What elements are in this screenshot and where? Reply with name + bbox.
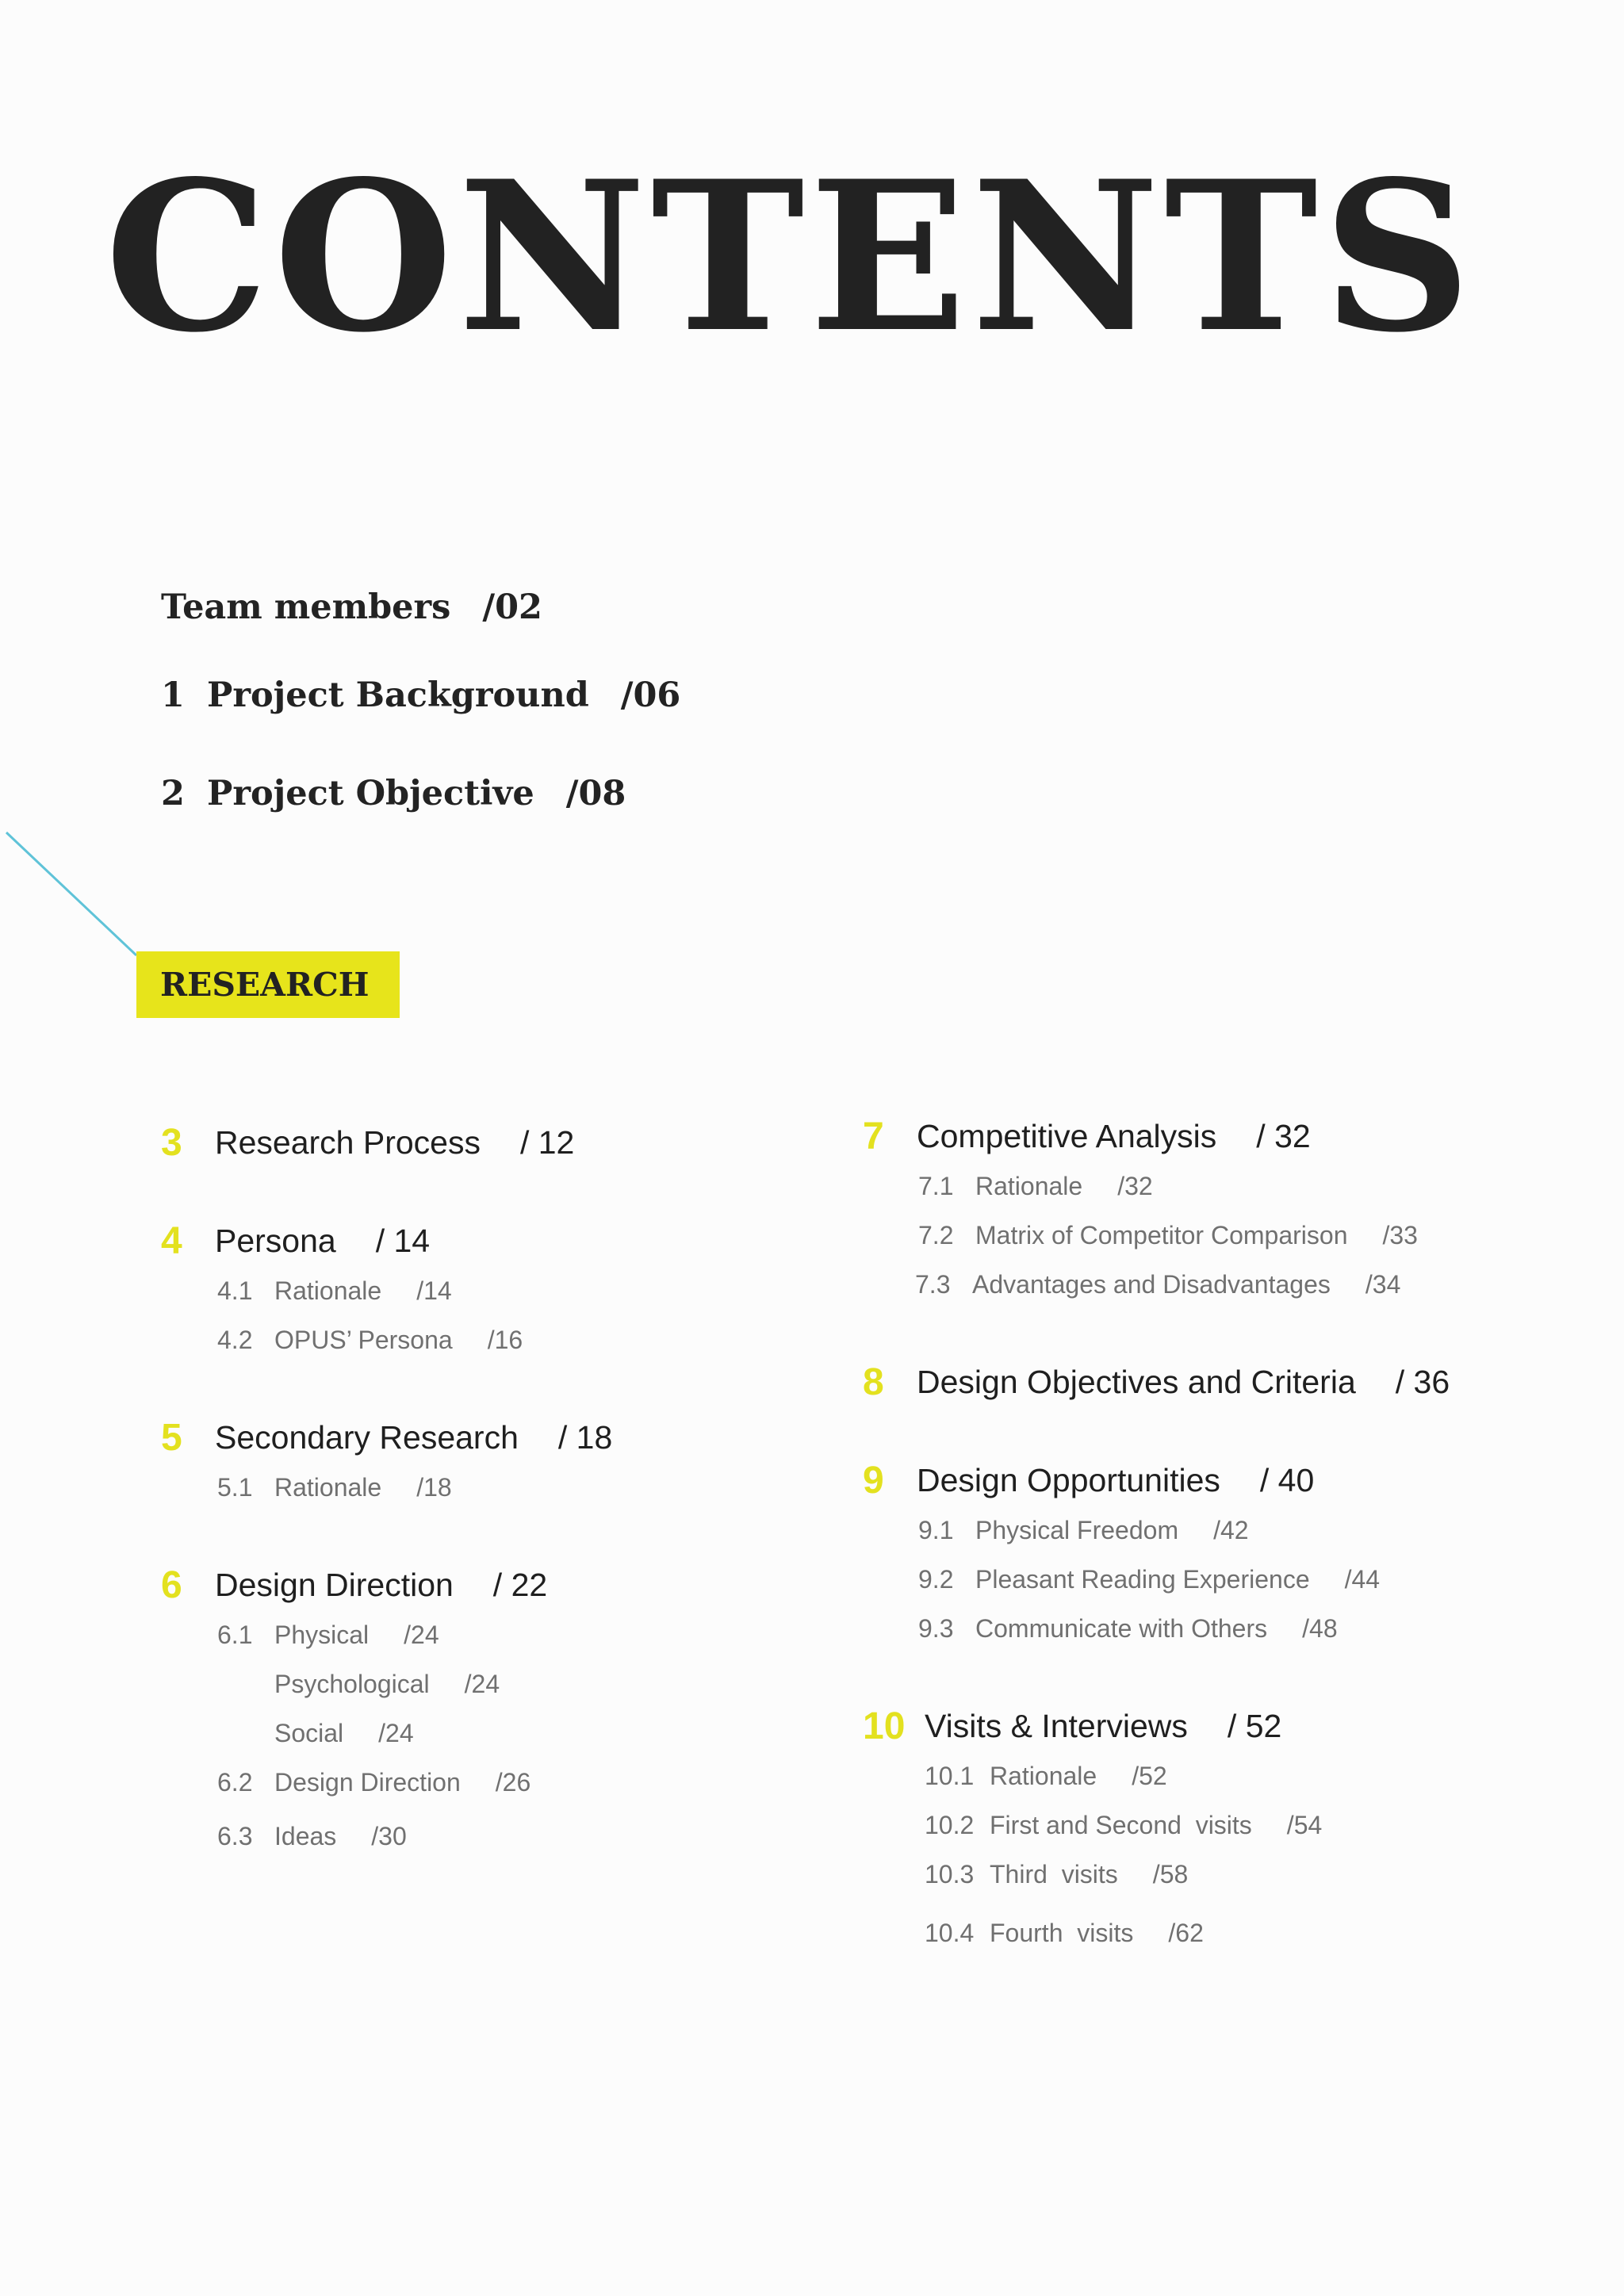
section-number: 8 <box>863 1361 884 1403</box>
toc-subsection-10-1[interactable] <box>925 1763 1167 1789</box>
section-label: Persona <box>215 1223 336 1259</box>
toc-subsection-5-1[interactable] <box>217 1475 452 1500</box>
toc-entry-label: Team members <box>161 587 451 627</box>
subsection-label: Physical Freedom <box>975 1516 1179 1544</box>
toc-subsection-6-3[interactable] <box>217 1823 407 1849</box>
section-number: 9 <box>863 1460 884 1502</box>
toc-entry-project-objective[interactable] <box>161 774 626 813</box>
subsection-label: Rationale <box>990 1762 1097 1790</box>
subsection-label: Ideas <box>274 1822 337 1850</box>
toc-subsection-9-3[interactable] <box>918 1616 1338 1641</box>
section-number: 10 <box>863 1705 906 1747</box>
section-number: 3 <box>161 1122 182 1164</box>
subsection-label: First and Second visits <box>990 1811 1252 1839</box>
subsection-number: 6.1 <box>217 1621 253 1649</box>
subsection-label: Social <box>274 1719 344 1747</box>
subsection-label: Psychological <box>274 1670 430 1698</box>
toc-section-5[interactable] <box>161 1419 612 1457</box>
toc-entry-page: /02 <box>482 587 542 627</box>
section-page: / 18 <box>557 1419 613 1456</box>
toc-section-9[interactable] <box>863 1462 1314 1500</box>
subsection-page: /26 <box>495 1768 531 1797</box>
subsection-label: Physical <box>274 1621 370 1649</box>
toc-subsection-9-1[interactable] <box>918 1517 1249 1543</box>
toc-entry-label: Project Background <box>207 675 589 715</box>
page-title: CONTENTS <box>105 136 1477 378</box>
subsection-number: 9.1 <box>918 1516 954 1544</box>
subsection-label: Matrix of Competitor Comparison <box>975 1221 1348 1249</box>
subsection-number: 9.2 <box>918 1565 954 1594</box>
toc-section-10[interactable] <box>863 1705 1282 1747</box>
subsection-page: /48 <box>1302 1614 1338 1643</box>
toc-section-7[interactable] <box>863 1115 1311 1158</box>
subsection-page: /34 <box>1365 1270 1401 1299</box>
decorative-line <box>0 825 143 967</box>
toc-entry-page: /08 <box>565 774 626 813</box>
subsection-number: 4.2 <box>217 1326 253 1354</box>
section-number: 4 <box>161 1220 182 1262</box>
subsection-page: /44 <box>1344 1565 1381 1594</box>
section-label: Design Direction <box>215 1567 454 1603</box>
section-label: Secondary Research <box>215 1419 519 1456</box>
subsection-page: /30 <box>371 1822 407 1850</box>
research-badge: RESEARCH <box>136 951 400 1018</box>
subsection-label: Communicate with Others <box>975 1614 1268 1643</box>
toc-subsection-6-1[interactable] <box>217 1622 439 1647</box>
toc-entry-number: 2 <box>161 774 185 813</box>
subsection-label: Pleasant Reading Experience <box>975 1565 1310 1594</box>
toc-section-4[interactable] <box>161 1220 431 1262</box>
subsection-label: Rationale <box>274 1473 382 1502</box>
subsection-number: 9.3 <box>918 1614 954 1643</box>
section-label: Design Objectives and Criteria <box>917 1364 1356 1400</box>
section-number: 7 <box>863 1115 884 1158</box>
section-label: Research Process <box>215 1124 481 1161</box>
subsection-label: Rationale <box>274 1276 382 1305</box>
toc-subsection-10-4[interactable] <box>925 1920 1204 1946</box>
toc-subsection-7-2[interactable] <box>918 1223 1418 1248</box>
toc-subsection-10-3[interactable] <box>925 1862 1188 1887</box>
section-page: / 12 <box>519 1124 575 1161</box>
toc-entry-label: Project Objective <box>207 774 534 813</box>
toc-subsection-4-1[interactable] <box>217 1278 452 1303</box>
section-page: / 40 <box>1259 1462 1315 1498</box>
toc-section-6[interactable] <box>161 1564 548 1606</box>
toc-subsection-6-1-social[interactable] <box>217 1720 414 1746</box>
subsection-number: 7.1 <box>918 1172 954 1200</box>
subsection-page: /24 <box>378 1719 414 1747</box>
section-page: / 22 <box>492 1567 548 1603</box>
subsection-page: /52 <box>1132 1762 1167 1790</box>
subsection-number: 10.2 <box>925 1811 975 1839</box>
section-page: / 32 <box>1256 1118 1311 1154</box>
toc-subsection-10-2[interactable] <box>925 1812 1322 1838</box>
subsection-number: 10.4 <box>925 1919 975 1947</box>
subsection-page: /32 <box>1117 1172 1153 1200</box>
section-page: / 36 <box>1395 1364 1450 1400</box>
toc-subsection-6-2[interactable] <box>217 1770 530 1795</box>
subsection-page: /18 <box>416 1473 452 1502</box>
subsection-number: 7.2 <box>918 1221 954 1249</box>
section-label: Visits & Interviews <box>925 1708 1188 1744</box>
subsection-page: /62 <box>1168 1919 1204 1947</box>
subsection-label: Fourth visits <box>990 1919 1134 1947</box>
subsection-number: 7.3 <box>915 1270 951 1299</box>
subsection-number: 6.2 <box>217 1768 253 1797</box>
section-number: 5 <box>161 1417 182 1459</box>
subsection-number: 4.1 <box>217 1276 253 1305</box>
section-page: / 14 <box>375 1223 431 1259</box>
toc-subsection-7-1[interactable] <box>918 1173 1153 1199</box>
toc-section-3[interactable] <box>161 1124 574 1162</box>
toc-subsection-7-3[interactable] <box>915 1272 1400 1297</box>
subsection-page: /24 <box>464 1670 500 1698</box>
subsection-label: Rationale <box>975 1172 1083 1200</box>
subsection-page: /58 <box>1152 1860 1189 1888</box>
subsection-label: Design Direction <box>274 1768 461 1797</box>
section-label: Competitive Analysis <box>917 1118 1217 1154</box>
section-number: 6 <box>161 1564 182 1606</box>
subsection-page: /14 <box>416 1276 452 1305</box>
subsection-number: 5.1 <box>217 1473 253 1502</box>
subsection-label: OPUS’ Persona <box>274 1326 453 1354</box>
subsection-number: 6.3 <box>217 1822 253 1850</box>
section-page: / 52 <box>1227 1708 1282 1744</box>
subsection-page: /24 <box>404 1621 439 1649</box>
subsection-number: 10.1 <box>925 1762 975 1790</box>
section-label: Design Opportunities <box>917 1462 1220 1498</box>
subsection-label: Advantages and Disadvantages <box>972 1270 1331 1299</box>
subsection-page: /33 <box>1382 1221 1418 1249</box>
subsection-label: Third visits <box>990 1860 1118 1888</box>
toc-subsection-4-2[interactable] <box>217 1327 523 1353</box>
subsection-page: /54 <box>1286 1811 1323 1839</box>
subsection-number: 10.3 <box>925 1860 975 1888</box>
toc-subsection-9-2[interactable] <box>918 1567 1380 1592</box>
toc-section-8[interactable] <box>863 1361 1450 1403</box>
toc-entry-page: /06 <box>620 675 681 715</box>
toc-entry-number: 1 <box>161 675 185 715</box>
subsection-page: /42 <box>1213 1516 1249 1544</box>
toc-entry-project-background[interactable] <box>161 675 681 715</box>
subsection-page: /16 <box>487 1326 523 1354</box>
toc-entry-team-members[interactable] <box>161 587 542 627</box>
toc-subsection-6-1-psychological[interactable] <box>217 1671 500 1697</box>
